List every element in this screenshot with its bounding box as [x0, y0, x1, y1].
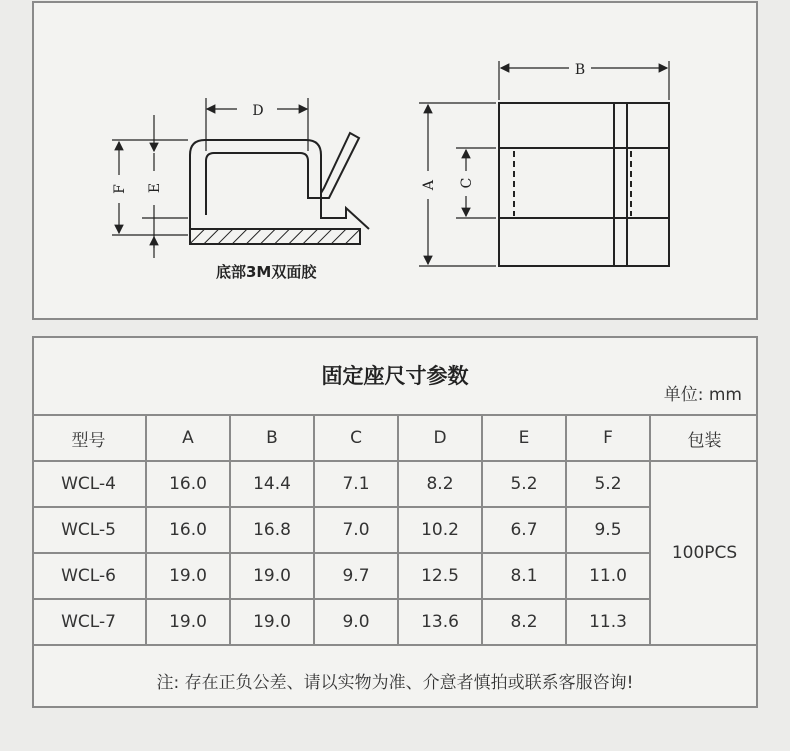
front-outline	[499, 103, 669, 266]
cell-e: 5.2	[482, 461, 566, 507]
cell-model: WCL-7	[32, 599, 146, 645]
label-c: C	[459, 177, 475, 189]
label-f: F	[112, 184, 128, 194]
cell-f: 11.3	[566, 599, 650, 645]
header-e: E	[482, 415, 566, 461]
header-packaging: 包装	[650, 415, 758, 461]
label-b: B	[574, 62, 586, 78]
cell-a: 16.0	[146, 507, 230, 553]
table-title: 固定座尺寸参数	[321, 364, 469, 388]
cell-f: 5.2	[566, 461, 650, 507]
dimension-drawing	[34, 3, 756, 318]
cell-f: 11.0	[566, 553, 650, 599]
cell-c: 7.1	[314, 461, 398, 507]
drawing-caption: 底部3M双面胶	[216, 263, 317, 281]
cell-c: 7.0	[314, 507, 398, 553]
cell-f: 9.5	[566, 507, 650, 553]
cell-d: 10.2	[398, 507, 482, 553]
table-row	[32, 599, 758, 645]
table-row	[32, 461, 758, 507]
table-row	[32, 553, 758, 599]
header-b: B	[230, 415, 314, 461]
cell-d: 12.5	[398, 553, 482, 599]
cell-a: 19.0	[146, 599, 230, 645]
cell-model: WCL-6	[32, 553, 146, 599]
disclaimer-note: 注: 存在正负公差、请以实物为准、介意者慎拍或联系客服咨询!	[156, 673, 634, 693]
header-f: F	[566, 415, 650, 461]
cell-b: 19.0	[230, 553, 314, 599]
cell-packaging: 100PCS	[650, 461, 758, 645]
cell-c: 9.7	[314, 553, 398, 599]
header-model: 型号	[32, 415, 146, 461]
spec-table	[32, 414, 758, 646]
cell-b: 14.4	[230, 461, 314, 507]
front-view	[419, 61, 669, 266]
tape-layer	[190, 229, 360, 244]
cell-e: 8.2	[482, 599, 566, 645]
clip-inner	[206, 133, 359, 215]
header-c: C	[314, 415, 398, 461]
cell-model: WCL-5	[32, 507, 146, 553]
table-row	[32, 507, 758, 553]
header-d: D	[398, 415, 482, 461]
spec-table-panel	[32, 336, 758, 708]
header-a: A	[146, 415, 230, 461]
cell-a: 19.0	[146, 553, 230, 599]
cell-a: 16.0	[146, 461, 230, 507]
drawing-panel	[32, 1, 758, 320]
label-e: E	[147, 182, 163, 194]
cell-d: 8.2	[398, 461, 482, 507]
label-a: A	[421, 179, 437, 191]
cell-model: WCL-4	[32, 461, 146, 507]
cell-b: 19.0	[230, 599, 314, 645]
label-d: D	[252, 103, 264, 119]
side-view	[112, 98, 369, 258]
cell-d: 13.6	[398, 599, 482, 645]
cell-e: 6.7	[482, 507, 566, 553]
unit-label: 单位: mm	[663, 385, 742, 405]
cell-e: 8.1	[482, 553, 566, 599]
cell-c: 9.0	[314, 599, 398, 645]
cell-b: 16.8	[230, 507, 314, 553]
table-header-row	[32, 415, 758, 461]
